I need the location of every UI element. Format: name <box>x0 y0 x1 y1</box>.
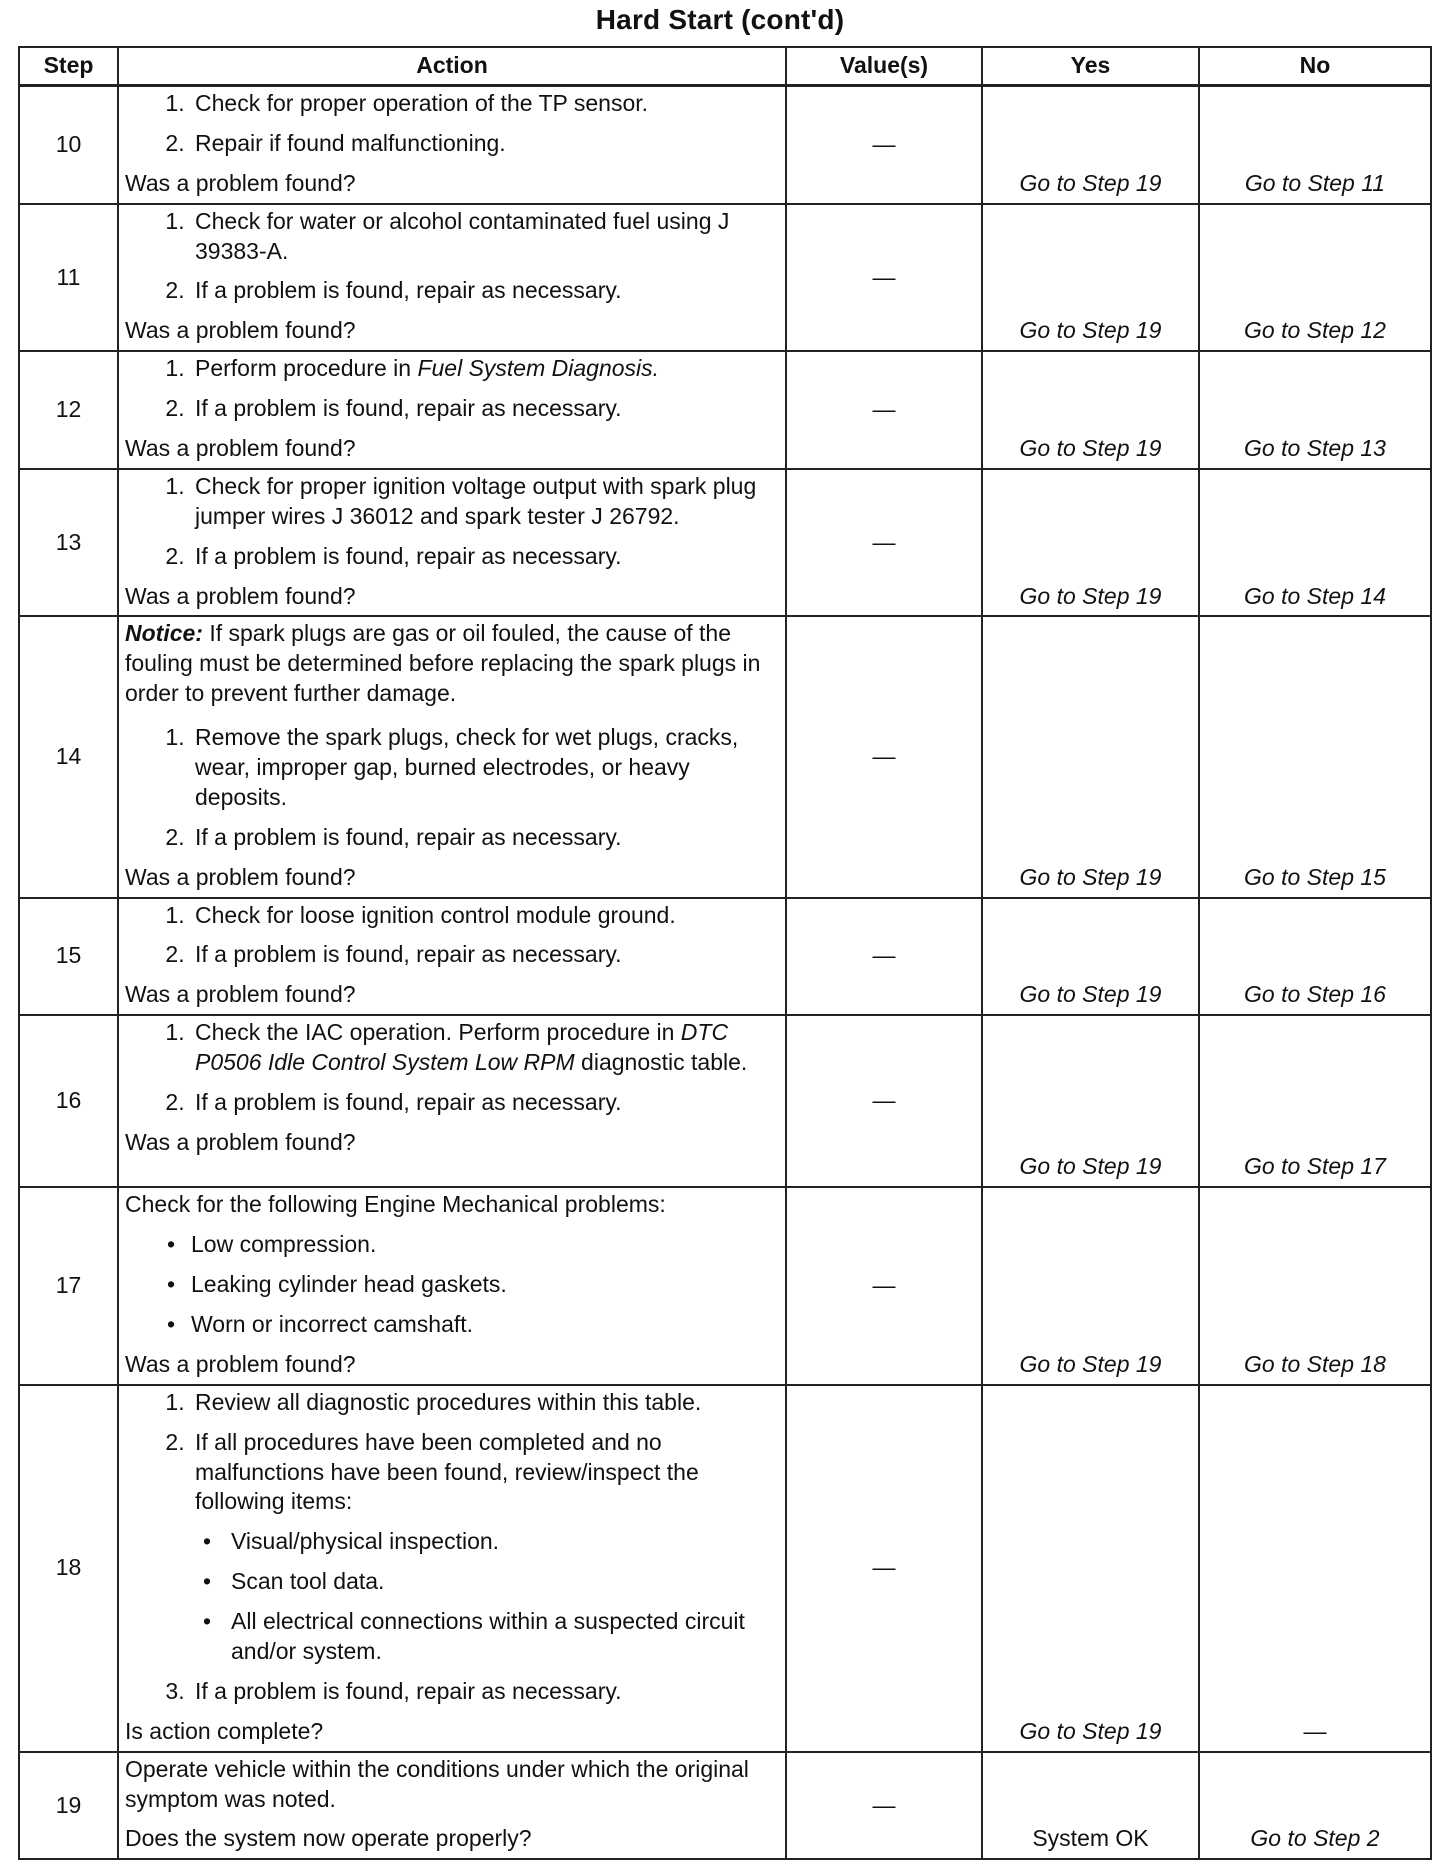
action-question: Was a problem found? <box>125 435 356 462</box>
table-row <box>19 898 1431 1016</box>
action-question: Was a problem found? <box>125 1128 356 1155</box>
value-cell: — <box>786 351 982 469</box>
action-cell <box>118 351 786 469</box>
action-cell <box>118 1015 786 1187</box>
action-item: 2. If a problem is found, repair as necessary. <box>191 823 781 853</box>
action-item: 2. If a problem is found, repair as necessary. <box>191 542 781 572</box>
table-row <box>19 1752 1431 1860</box>
table-row <box>19 1385 1431 1752</box>
action-item: 2. If a problem is found, repair as necessary. <box>191 940 781 970</box>
no-result: Go to Step 2 <box>1199 1752 1431 1860</box>
diagnostic-table <box>18 46 1432 1860</box>
action-item <box>191 1428 781 1667</box>
step-number: 13 <box>19 469 118 617</box>
action-item: 1. Check for proper operation of the TP sensor. <box>191 89 781 119</box>
table-row <box>19 86 1431 204</box>
yes-result: Go to Step 19 <box>982 898 1199 1016</box>
yes-result: Go to Step 19 <box>982 351 1199 469</box>
action-item-text: 2. If all procedures have been completed and no malfunctions have been found, review/inspect the following items: <box>195 1428 699 1515</box>
value-cell: — <box>786 616 982 897</box>
value-cell: — <box>786 1385 982 1752</box>
step-number: 18 <box>19 1385 118 1752</box>
value-cell: — <box>786 469 982 617</box>
table-row <box>19 351 1431 469</box>
action-question: Was a problem found? <box>125 1350 356 1377</box>
action-item: 3. If a problem is found, repair as necessary. <box>191 1677 781 1707</box>
action-cell <box>118 616 786 897</box>
action-question: Was a problem found? <box>125 169 356 196</box>
value-cell: — <box>786 204 982 352</box>
no-result: Go to Step 18 <box>1199 1187 1431 1384</box>
step-number: 12 <box>19 351 118 469</box>
table-row <box>19 1015 1431 1187</box>
step-number: 10 <box>19 86 118 204</box>
action-item: 1. Check for proper ignition voltage output with spark plug jumper wires J 36012 and spark tester J 26792. <box>191 472 781 532</box>
value-cell: — <box>786 898 982 1016</box>
action-cell <box>118 1752 786 1860</box>
yes-result: Go to Step 19 <box>982 1385 1199 1752</box>
procedure-reference: Fuel System Diagnosis. <box>417 355 660 382</box>
action-cell <box>118 469 786 617</box>
value-cell: — <box>786 1187 982 1384</box>
action-item-text: Check the IAC operation. Perform procedure in <box>195 1019 681 1046</box>
action-item-text: diagnostic table. <box>574 1049 748 1076</box>
action-item: 2. If a problem is found, repair as necessary. <box>191 276 781 306</box>
header-values: Value(s) <box>786 47 982 86</box>
value-cell: — <box>786 1015 982 1187</box>
table-row <box>19 616 1431 897</box>
table-row <box>19 204 1431 352</box>
step-number: 19 <box>19 1752 118 1860</box>
yes-result: Go to Step 19 <box>982 86 1199 204</box>
action-item: 1. Remove the spark plugs, check for wet plugs, cracks, wear, improper gap, burned electrodes, or heavy deposits. <box>191 723 781 813</box>
action-question: Was a problem found? <box>125 981 356 1008</box>
action-cell <box>118 204 786 352</box>
action-item: 1. Review all diagnostic procedures within this table. <box>191 1388 781 1418</box>
procedure-reference: DTC P0506 Idle Control System Low RPM <box>195 1019 729 1076</box>
page-title: Hard Start (cont'd) <box>595 4 845 35</box>
action-item: 2. If a problem is found, repair as necessary. <box>191 394 781 424</box>
no-result: Go to Step 13 <box>1199 351 1431 469</box>
no-result: Go to Step 14 <box>1199 469 1431 617</box>
step-number: 15 <box>19 898 118 1016</box>
step-number: 16 <box>19 1015 118 1187</box>
action-intro: Check for the following Engine Mechanical problems: <box>125 1191 666 1218</box>
header-no: No <box>1199 47 1431 86</box>
table-row <box>19 469 1431 617</box>
action-cell <box>118 86 786 204</box>
action-question: Does the system now operate properly? <box>125 1825 532 1852</box>
header-yes: Yes <box>982 47 1199 86</box>
action-item: 1. Check for loose ignition control module ground. <box>191 901 781 931</box>
action-cell <box>118 898 786 1016</box>
bullet-item: • Low compression. <box>191 1230 781 1260</box>
action-item <box>191 354 781 384</box>
no-result: — <box>1199 1385 1431 1752</box>
action-item <box>191 1018 781 1078</box>
header-step: Step <box>19 47 118 86</box>
action-cell <box>118 1187 786 1384</box>
no-result: Go to Step 12 <box>1199 204 1431 352</box>
value-cell: — <box>786 1752 982 1860</box>
action-item: 2. Repair if found malfunctioning. <box>191 129 781 159</box>
step-number: 14 <box>19 616 118 897</box>
action-item: 1. Check for water or alcohol contaminated fuel using J 39383-A. <box>191 207 781 267</box>
action-intro: Operate vehicle within the conditions under which the original symptom was noted. <box>125 1755 749 1812</box>
yes-result: Go to Step 19 <box>982 1015 1199 1187</box>
no-result: Go to Step 11 <box>1199 86 1431 204</box>
yes-result: System OK <box>982 1752 1199 1860</box>
action-cell <box>118 1385 786 1752</box>
no-result: Go to Step 16 <box>1199 898 1431 1016</box>
step-number: 17 <box>19 1187 118 1384</box>
yes-result: Go to Step 19 <box>982 204 1199 352</box>
action-question: Was a problem found? <box>125 317 356 344</box>
yes-result: Go to Step 19 <box>982 616 1199 897</box>
yes-result: Go to Step 19 <box>982 469 1199 617</box>
bullet-item: • Worn or incorrect camshaft. <box>191 1310 781 1340</box>
no-result: Go to Step 15 <box>1199 616 1431 897</box>
action-question: Was a problem found? <box>125 863 356 890</box>
action-question: Is action complete? <box>125 1717 324 1744</box>
bullet-item: • Scan tool data. <box>227 1567 781 1597</box>
bullet-item: • Visual/physical inspection. <box>227 1527 781 1557</box>
header-action: Action <box>118 47 786 86</box>
bullet-item: • All electrical connections within a suspected circuit and/or system. <box>227 1607 781 1667</box>
notice-body: If spark plugs are gas or oil fouled, the cause of the fouling must be determined before replacing the spark plugs in order to prevent further damage. <box>125 620 761 707</box>
notice-text <box>125 619 781 709</box>
action-item-text: Perform procedure in <box>195 355 418 382</box>
no-result: Go to Step 17 <box>1199 1015 1431 1187</box>
table-row <box>19 1187 1431 1384</box>
action-item: 2. If a problem is found, repair as necessary. <box>191 1088 781 1118</box>
value-cell: — <box>786 86 982 204</box>
bullet-item: • Leaking cylinder head gaskets. <box>191 1270 781 1300</box>
notice-label: Notice: <box>125 620 203 647</box>
action-question: Was a problem found? <box>125 582 356 609</box>
yes-result: Go to Step 19 <box>982 1187 1199 1384</box>
step-number: 11 <box>19 204 118 352</box>
table-header-row <box>19 47 1431 86</box>
